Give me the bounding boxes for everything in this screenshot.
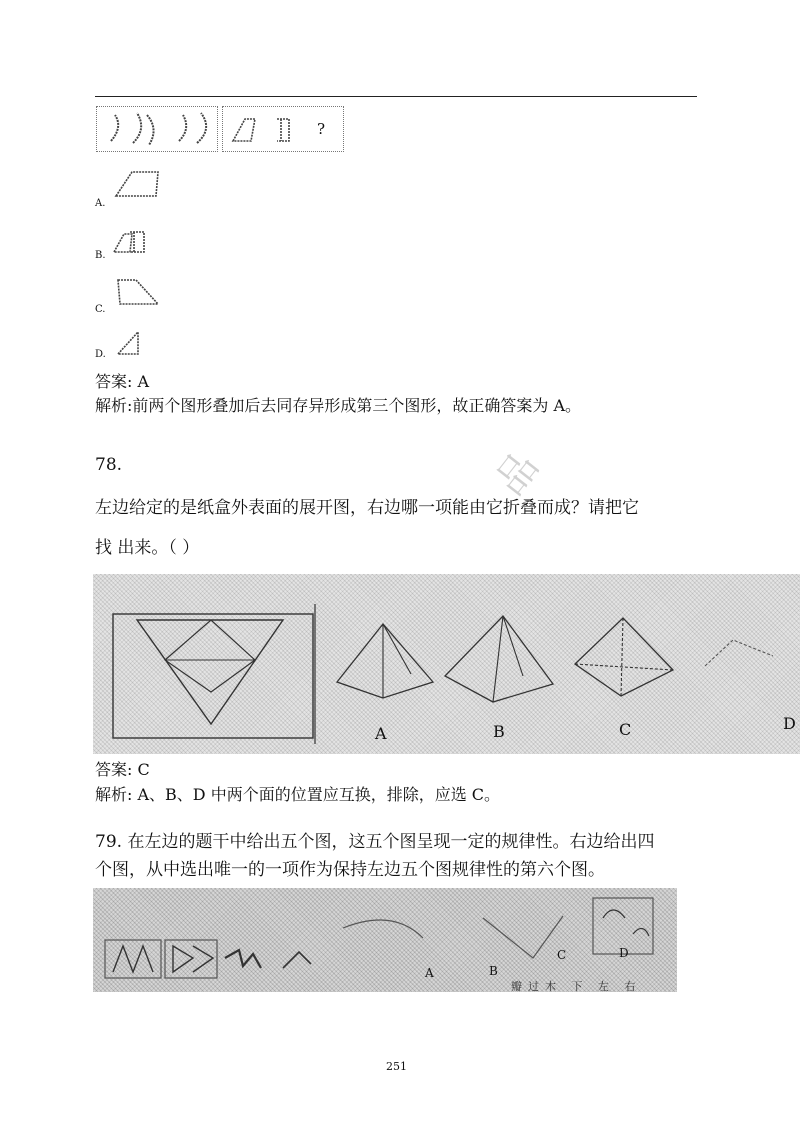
q79-question-line1: 79. 在左边的题干中给出五个图，这五个图呈现一定的规律性。右边给出四 [95,832,655,852]
q77-answer: 答案: A [95,372,150,391]
q77-stem-figure-right [222,106,344,152]
q77-arc-shapes [97,107,217,151]
q78-label-a: A [375,724,387,743]
q78-figure [93,574,800,754]
q79-figure-caption: 瓣过木 下 左 右 [511,980,642,993]
q79-label-d: D [619,946,629,960]
q77-option-c-figure [114,276,164,306]
q77-explanation: 解析:前两个图形叠加后去同存异形成第三个图形，故正确答案为 A。 [95,396,582,415]
watermark: 品 [487,444,548,504]
q77-option-a-label: A. [95,198,106,209]
q77-question-mark: ? [317,120,326,138]
q79-label-a: A [425,966,434,980]
q79-question-line2: 个图，从中选出唯一的一项作为保持左边五个图规律性的第六个图。 [95,860,605,880]
q77-option-d-figure [116,328,146,358]
q79-figure [93,888,677,992]
q78-label-d: D [783,714,796,733]
q78-question-line2: 找 出来。（ ） [95,538,200,558]
q78-explanation: 解析: A、B、D 中两个面的位置应互换，排除，应选 C。 [95,785,501,804]
q78-answer: 答案: C [95,760,150,779]
q77-option-c-label: C. [95,304,106,315]
q78-question-line1: 左边给定的是纸盒外表面的展开图，右边哪一项能由它折叠而成？请把它 [95,498,639,518]
q77-option-d-label: D. [95,349,106,360]
q78-number: 78. [95,455,123,475]
q77-stem-figure-left [96,106,218,152]
q78-label-b: B [493,722,505,741]
q77-option-b-label: B. [95,250,106,261]
q78-label-c: C [619,720,632,739]
q79-sequence-figures [93,888,677,992]
q78-pyramid-figures [93,574,800,754]
q79-label-c: C [557,948,567,962]
q79-label-b: B [489,964,498,978]
q77-option-b-figure [110,226,150,256]
header-rule [95,96,697,97]
q77-option-a-figure [112,168,162,198]
page-number: 251 [386,1060,407,1073]
